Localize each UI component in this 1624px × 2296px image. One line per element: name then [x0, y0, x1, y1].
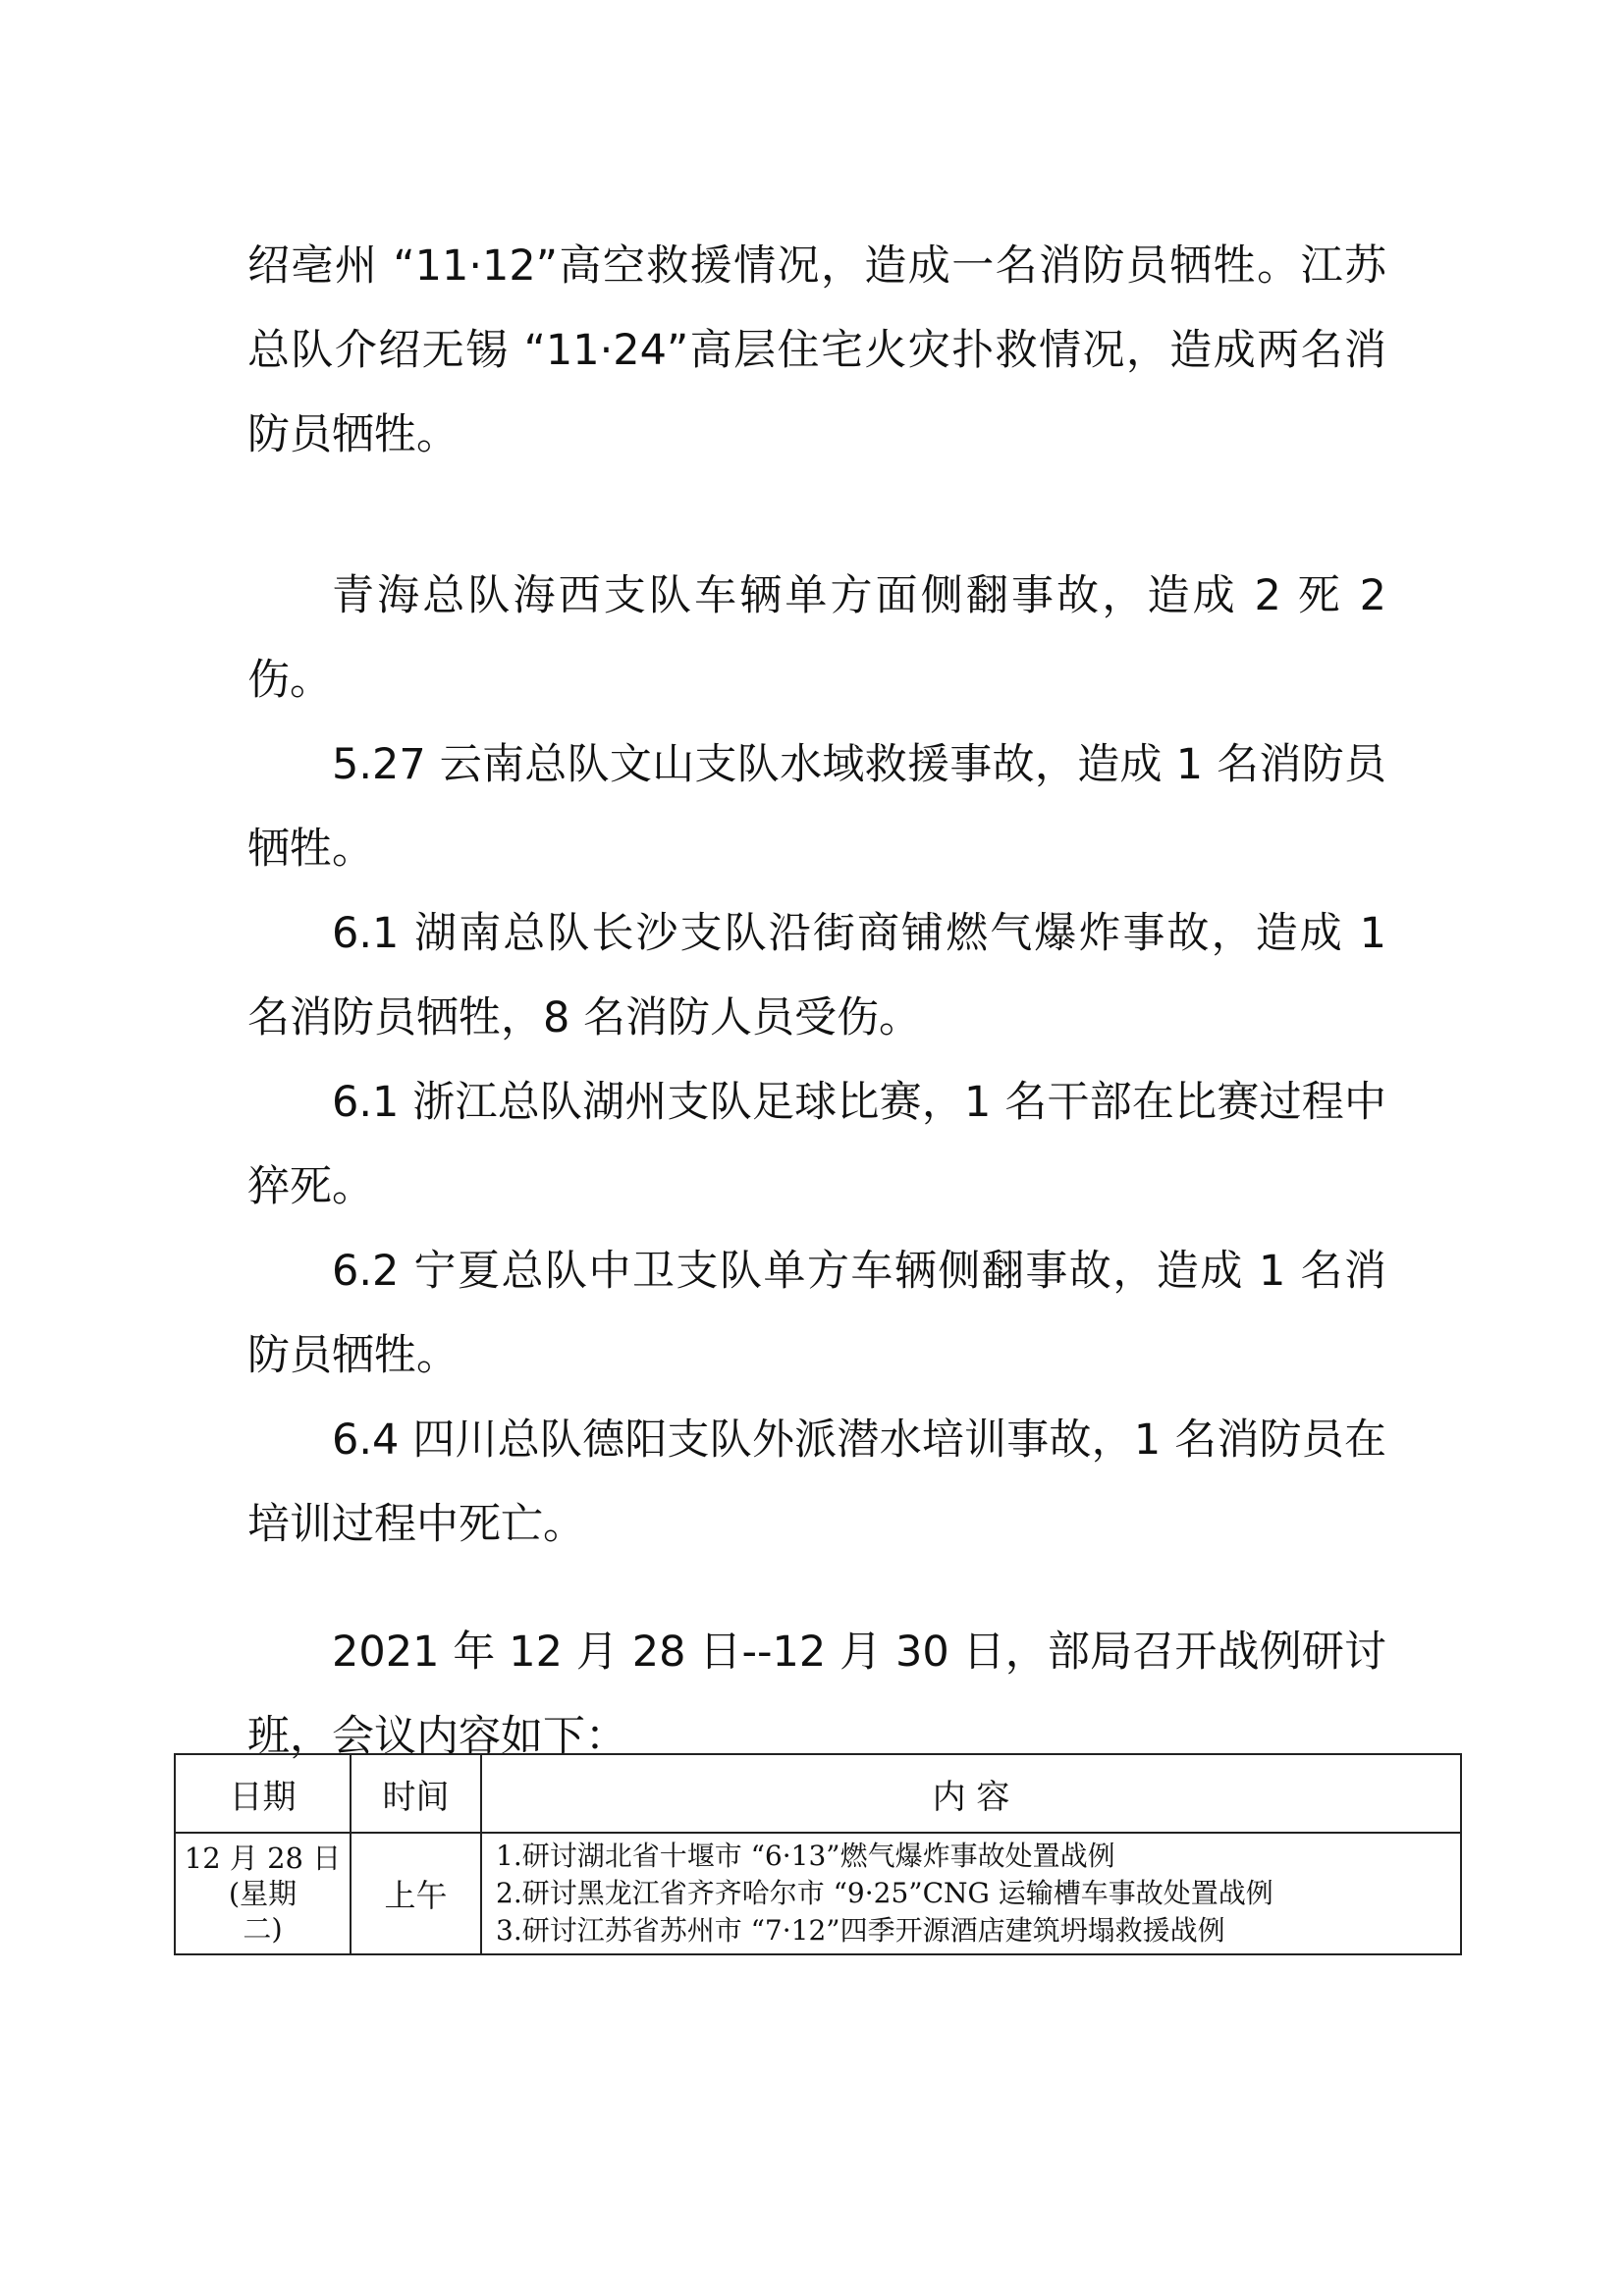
paragraph-bozhou-wuxi: 绍亳州 “11·12”高空救援情况，造成一名消防员牺牲。江苏总队介绍无锡 “11·24”高层住宅火灾扑救情况，造成两名消防员牺牲。	[247, 241, 1386, 459]
date-line: 12 月 28 日	[184, 1842, 342, 1875]
paragraph-sichuan: 6.4 四川总队德阳支队外派潜水培训事故，1 名消防员在培训过程中死亡。	[247, 1415, 1386, 1549]
paragraph-qinghai: 青海总队海西支队车辆单方面侧翻事故，造成 2 死 2 伤。	[247, 571, 1386, 705]
paragraph-seminar-intro: 2021 年 12 月 28 日--12 月 30 日，部局召开战例研讨班，会议内容如下：	[247, 1628, 1386, 1761]
content-item: 3.研讨江苏省苏州市 “7·12”四季开源酒店建筑坍塌救援战例	[496, 1914, 1225, 1947]
content-item: 1.研讨湖北省十堰市 “6·13”燃气爆炸事故处置战例	[496, 1840, 1115, 1872]
paragraph-yunnan: 5.27 云南总队文山支队水域救援事故，造成 1 名消防员牺牲。	[247, 740, 1386, 874]
content-item: 2.研讨黑龙江省齐齐哈尔市 “9·25”CNG 运输槽车事故处置战例	[496, 1877, 1273, 1909]
table-header-row	[175, 1754, 1461, 1833]
header-content: 内 容	[481, 1754, 1461, 1833]
date-weekday-line: 二)	[243, 1912, 283, 1946]
paragraph-ningxia: 6.2 宁夏总队中卫支队单方车辆侧翻事故，造成 1 名消防员牺牲。	[247, 1247, 1386, 1380]
date-weekday-line: (星期	[228, 1877, 298, 1910]
date-cell	[175, 1833, 351, 1954]
paragraph-hunan: 6.1 湖南总队长沙支队沿街商铺燃气爆炸事故，造成 1 名消防员牺牲，8 名消防人员受伤。	[247, 909, 1386, 1042]
paragraph-zhejiang: 6.1 浙江总队湖州支队足球比赛，1 名干部在比赛过程中猝死。	[247, 1078, 1386, 1211]
schedule-table	[174, 1753, 1462, 1955]
content-cell	[481, 1833, 1461, 1954]
time-cell: 上午	[351, 1833, 481, 1954]
header-date: 日期	[175, 1754, 351, 1833]
header-time: 时间	[351, 1754, 481, 1833]
table-row	[175, 1833, 1461, 1954]
